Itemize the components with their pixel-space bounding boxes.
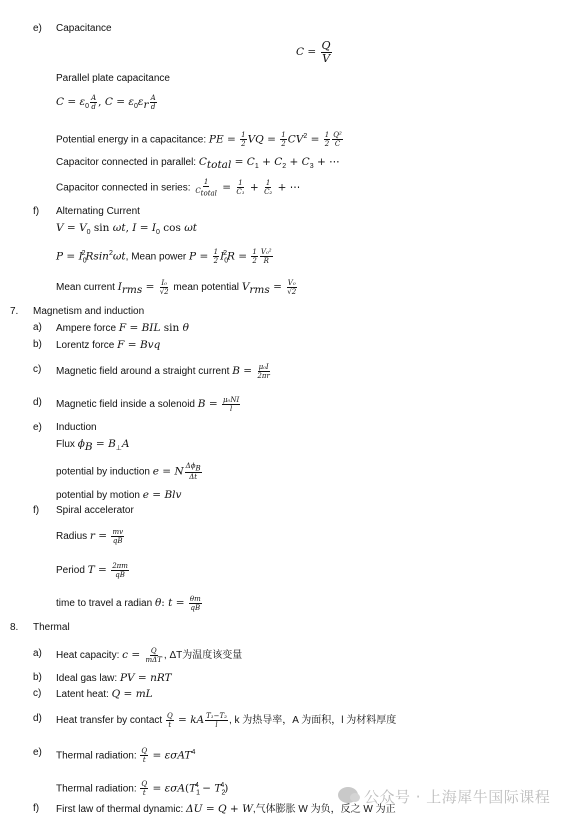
energy-label: Potential energy in a capacitance: PE = $\frac{1}{2}$ VQ = $\frac{1}{2}$ $CV^2$ = $\frac{1}{2}$ $\frac{\text{Q²}}{C}$ (56, 131, 342, 149)
section-heading-ac: Alternating Current (56, 206, 140, 217)
lorentz-force: Lorentz force F = Bvq (56, 339, 161, 351)
heat-capacity: Heat capacity: c = $\frac{Q}{\text{mΔT}}$ , ΔT为温度该变量 (56, 647, 243, 664)
period-formula: Period T = $\frac{2\pi m}{qB}$ (56, 562, 128, 579)
wechat-icon (338, 787, 358, 803)
formula-capacitance: C = $\frac{Q}{V}$ (296, 39, 331, 65)
induction-heading: Induction (56, 422, 97, 433)
time-per-radian: time to travel a radian θ: t = $\frac{\theta m}{qB}$ (56, 595, 201, 612)
straight-current-field: Magnetic field around a straight current B = $\frac{\text{μ₀I}}{2\pi r}$ (56, 363, 270, 380)
watermark-text: 公众号 · 上海犀牛国际课程 (364, 788, 551, 806)
watermark (338, 780, 578, 814)
item-marker: f) (33, 803, 40, 814)
item-marker: f) (33, 206, 40, 217)
thermal-radiation-net: Thermal radiation: $\frac{Q}{t}$ = $\varepsilon\sigma A(T_1^4 - T_2^4)$ (56, 780, 229, 798)
latent-heat: Latent heat: Q = mL (56, 688, 153, 700)
item-marker: c) (33, 364, 42, 375)
item-marker: e) (33, 747, 42, 758)
item-marker: e) (33, 23, 42, 34)
formula-rms: Mean current $I_{rms}$ = $\frac{\text{I₀}}{√2}$ mean potential $V_{rms}$ = $\frac{\text{V₀}}{√2}$ (56, 279, 297, 297)
thermal-radiation: Thermal radiation: $\frac{Q}{t}$ = εσAT$^4$ (56, 747, 196, 765)
item-marker: a) (33, 648, 42, 659)
item-marker: d) (33, 713, 42, 724)
formula-ac-power: $P = I_0^2Rsin^2\omega t$, Mean power P = $\frac{1}{2}$ $I_0^2R$ = $\frac{1}{2}$ $\frac{\text{V₀²}}{R}$ (56, 248, 272, 266)
item-marker: b) (33, 339, 42, 350)
series-connection: Capacitor connected in series: $\frac{1}{C_{total}}$ = $\frac{1}{\text{C₁}}$ + $\frac{1}{\text{C₂}}$ + ⋯ (56, 178, 301, 198)
parallel-connection: Capacitor connected in parallel: $C_{total} = C_1 + C_2 + C_3$ + ⋯ (56, 156, 340, 171)
section-heading-capacitance: Capacitance (56, 23, 112, 34)
induction-potential: potential by induction e = N $\frac{\Delta\phi_B}{\Delta t}$ (56, 462, 201, 482)
ideal-gas-law: Ideal gas law: PV = nRT (56, 672, 172, 684)
item-marker: b) (33, 672, 42, 683)
formula-ac-voltage-current: $V = V_0$ sin ωt, $I = I_0$ cos ωt (56, 222, 198, 236)
item-marker: d) (33, 397, 42, 408)
item-marker: f) (33, 505, 40, 516)
solenoid-field: Magnetic field inside a solenoid B = $\frac{\text{μ₀NI}}{l}$ (56, 396, 240, 413)
motion-potential: potential by motion e = Blv (56, 489, 182, 501)
parallel-plate-label: Parallel plate capacitance (56, 73, 170, 84)
item-marker: e) (33, 422, 42, 433)
item-marker: a) (33, 322, 42, 333)
radius-formula: Radius r = $\frac{mv}{qB}$ (56, 528, 124, 545)
item-marker: c) (33, 688, 42, 699)
first-law-thermodynamics: First law of thermal dynamic: ΔU = Q + W,气体膨胀 W 为负，反之 W 为正 (56, 803, 396, 815)
section-title-magnetism: Magnetism and induction (33, 306, 145, 317)
section-number: 7. (10, 306, 19, 317)
section-title-thermal: Thermal (33, 622, 70, 633)
spiral-accelerator-heading: Spiral accelerator (56, 505, 134, 516)
section-number: 8. (10, 622, 19, 633)
ampere-force: Ampere force F = BIL sin θ (56, 322, 189, 334)
formula-parallel-plate: $C = \varepsilon_0$ $\frac{A}{d}$ , $C = \varepsilon_0\varepsilon_r$ $\frac{A}{d}$ (56, 94, 156, 112)
flux-formula: Flux $\phi_B = B_\perp A$ (56, 438, 130, 453)
heat-transfer-contact: Heat transfer by contact $\frac{Q}{t}$ = kA $\frac{\text{T₁−T₂}}{l}$ , k 为热导率，A 为面积，l 为材料厚度 (56, 712, 397, 729)
